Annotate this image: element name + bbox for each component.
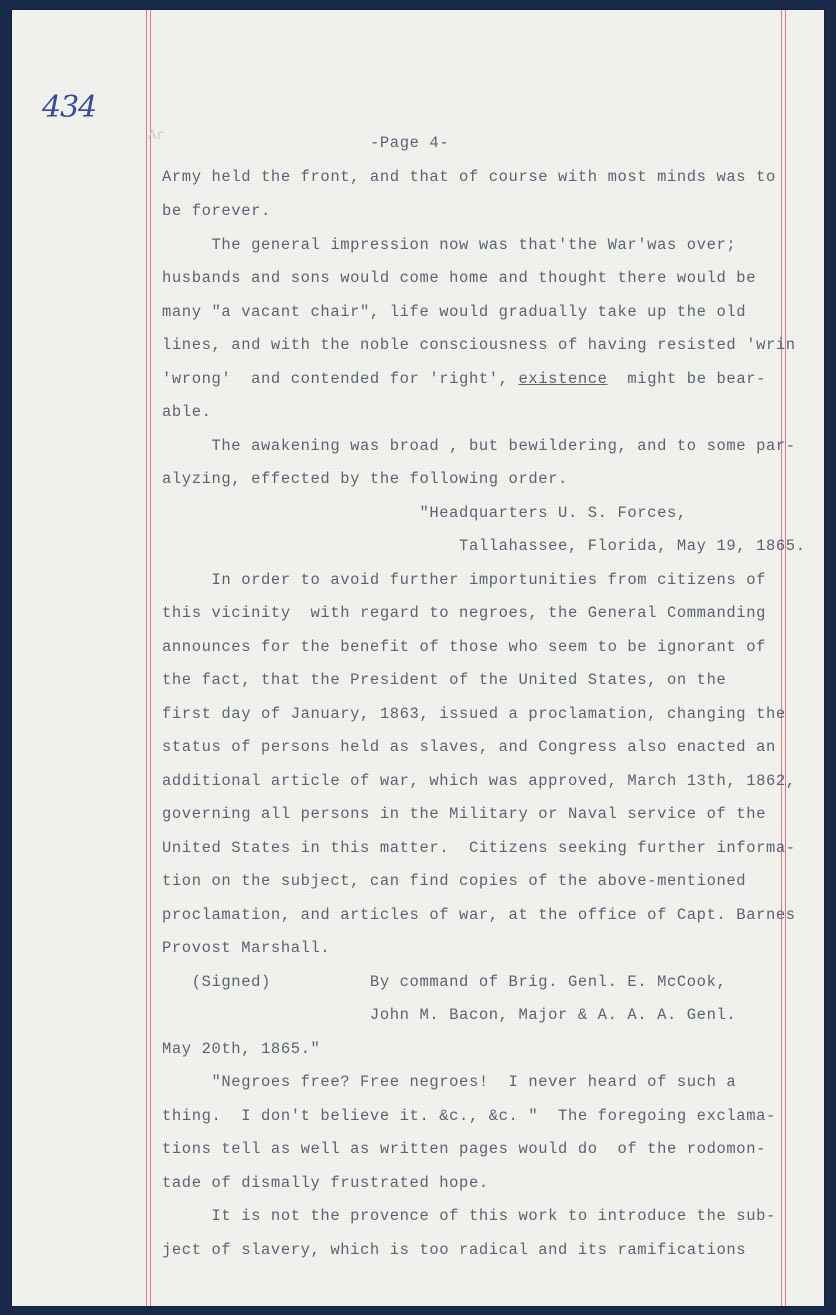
margin-rule-left-outer: [146, 10, 147, 1306]
text-line: be forever.: [162, 202, 271, 220]
text-line: In order to avoid further importunities from citizens of: [162, 571, 766, 589]
text-line: [162, 370, 766, 388]
underlined-word: existence: [518, 370, 608, 388]
text-line: governing all persons in the Military or Naval service of the: [162, 805, 766, 823]
text-segment: 'wrong' and contended for 'right',: [162, 370, 519, 388]
page-heading: -Page 4-: [370, 134, 450, 152]
text-line: first day of January, 1863, issued a proclamation, changing the: [162, 705, 786, 723]
text-line: tade of dismally frustrated hope.: [162, 1174, 489, 1192]
text-line: husbands and sons would come home and thought there would be: [162, 269, 757, 287]
text-line: "Headquarters U. S. Forces,: [162, 504, 687, 522]
signature-line: (Signed) By command of Brig. Genl. E. McCook,: [162, 973, 727, 991]
text-line: United States in this matter. Citizens seeking further informa-: [162, 839, 796, 857]
text-line: alyzing, effected by the following order.: [162, 470, 568, 488]
text-line: able.: [162, 403, 212, 421]
text-line: It is not the provence of this work to introduce the sub-: [162, 1207, 776, 1225]
text-line: additional article of war, which was approved, March 13th, 1862,: [162, 772, 796, 790]
margin-rule-left-inner: [150, 10, 151, 1306]
signature-line: John M. Bacon, Major & A. A. A. Genl.: [162, 1006, 737, 1024]
text-line: ject of slavery, which is too radical and its ramifications: [162, 1241, 747, 1259]
text-line: Tallahassee, Florida, May 19, 1865.: [162, 537, 806, 555]
text-line: Army held the front, and that of course with most minds was to: [162, 168, 776, 186]
text-line: tion on the subject, can find copies of the above-mentioned: [162, 872, 747, 890]
text-segment: might be bear-: [607, 370, 767, 388]
text-line: The awakening was broad , but bewildering, and to some par-: [162, 437, 796, 455]
faint-mark: Ar: [148, 128, 165, 144]
text-line: The general impression now was that'the War'was over;: [162, 236, 737, 254]
text-line: tions tell as well as written pages would do of the rodomon-: [162, 1140, 766, 1158]
text-line: proclamation, and articles of war, at the office of Capt. Barnes: [162, 906, 796, 924]
margin-rule-right-outer: [785, 10, 786, 1306]
text-line: thing. I don't believe it. &c., &c. " The foregoing exclama-: [162, 1107, 776, 1125]
text-line: the fact, that the President of the United States, on the: [162, 671, 727, 689]
margin-rule-right-inner: [781, 10, 782, 1306]
text-line: announces for the benefit of those who seem to be ignorant of: [162, 638, 766, 656]
folio-number: 434: [42, 90, 97, 125]
text-line: many "a vacant chair", life would gradually take up the old: [162, 303, 747, 321]
text-line: status of persons held as slaves, and Congress also enacted an: [162, 738, 776, 756]
text-line: this vicinity with regard to negroes, the General Commanding: [162, 604, 766, 622]
text-line: "Negroes free? Free negroes! I never heard of such a: [162, 1073, 737, 1091]
text-line: May 20th, 1865.": [162, 1040, 321, 1058]
text-line: lines, and with the noble consciousness of having resisted 'wrin: [162, 336, 796, 354]
text-line: Provost Marshall.: [162, 939, 331, 957]
